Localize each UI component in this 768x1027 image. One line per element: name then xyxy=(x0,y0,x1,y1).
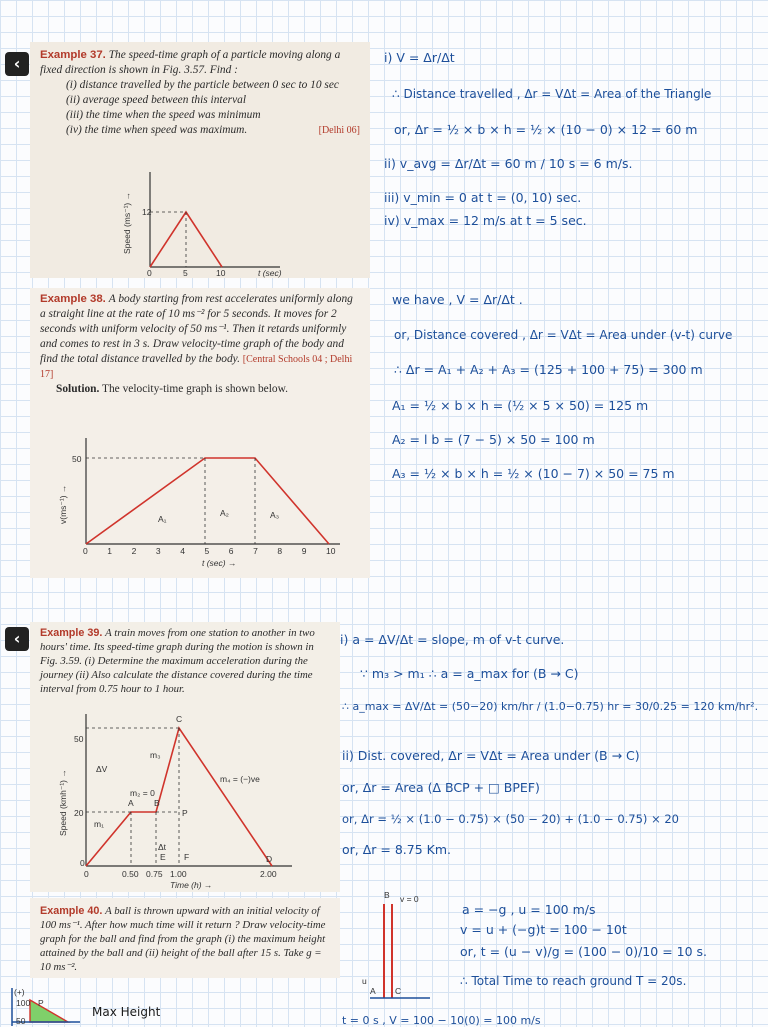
ex40-point-b: B xyxy=(384,890,390,900)
ex38-xtick: 0 xyxy=(83,546,88,556)
ex39-note-6: or, Δr = ½ × (1.0 − 0.75) × (50 − 20) + (1.0 − 0.75) × 20 xyxy=(342,812,679,826)
ex40-ymark2: 50 xyxy=(16,1016,26,1026)
example-38-panel xyxy=(30,288,370,578)
example-40-panel xyxy=(30,898,340,978)
ex38-note-1: we have , V = Δr/Δt . xyxy=(392,292,523,307)
ex38-xtick: 9 xyxy=(301,546,307,556)
ex38-xtick: 5 xyxy=(204,546,210,556)
ex37-item-2: (ii) average speed between this interval xyxy=(66,94,246,106)
ex40-top-v: v = 0 xyxy=(400,894,419,904)
ex38-source: [Central Schools 04 ; Delhi 17] xyxy=(40,354,353,380)
ex40-point-p: P xyxy=(38,998,44,1008)
ex39-xtick-050: 0.50 xyxy=(122,869,139,879)
example-40-question: A ball is thrown upward with an initial velocity of 100 ms⁻¹. After how much time will it return ? Draw velocity-time graph for the ball and find from the graph (i) the maximum height attained by the ball and (ii) height of the ball after 15 s. Take g = 10 ms⁻². xyxy=(40,905,326,973)
back-button-39[interactable]: ‹ xyxy=(5,627,29,651)
ex39-mark-dv: ΔV xyxy=(96,764,108,774)
ex39-mark-m3: m₃ xyxy=(150,750,161,760)
ex39-ylabel: Speed (kmh⁻¹) → xyxy=(58,769,68,836)
ex40-ball-diagram xyxy=(340,884,440,1014)
ex37-note-6: iv) v_max = 12 m/s at t = 5 sec. xyxy=(384,213,587,228)
ex37-note-4: ii) v_avg = Δr/Δt = 60 m / 10 s = 6 m/s. xyxy=(384,156,633,171)
ex38-xtick: 4 xyxy=(180,546,185,556)
ex37-item-3: (iii) the time when the speed was minimum xyxy=(66,109,261,121)
example-37-panel xyxy=(30,42,370,278)
ex38-note-2: or, Distance covered , Δr = VΔt = Area under (v-t) curve xyxy=(394,328,733,342)
example-39-panel xyxy=(30,622,340,892)
ex39-ytick-0: 0 xyxy=(80,858,85,868)
ex38-xtick: 3 xyxy=(155,546,161,556)
ex40-sketch xyxy=(0,986,200,1026)
ex39-ytick-20: 20 xyxy=(74,808,84,818)
example-39-title: Example 39. xyxy=(40,627,103,639)
ex38-area-2: A₂ xyxy=(220,508,229,518)
ex39-note-1: i) a = ΔV/Δt = slope, m of v-t curve. xyxy=(340,632,565,647)
example-38-question: A body starting from rest accelerates uniformly along a straight line at the rate of 10 ms⁻² for 5 seconds. It moves for 2 seconds with uniform velocity of 50 ms⁻¹. Then it retards uniformly and comes to rest in 3 s. Draw velocity-time graph of the body and find the total distance travelled by the body. xyxy=(40,293,353,365)
ex38-solution-text: The velocity-time graph is shown below. xyxy=(102,383,288,395)
ex39-xunit: Time (h) → xyxy=(170,880,213,890)
example-40-text xyxy=(40,904,330,974)
ex39-xtick-075: 0.75 xyxy=(146,869,163,879)
ex37-ylabel: Speed (ms⁻¹) → xyxy=(122,191,132,254)
ex38-note-5: A₂ = l b = (7 − 5) × 50 = 100 m xyxy=(392,432,595,447)
ex37-note-1: i) V = Δr/Δt xyxy=(384,50,455,65)
ex39-point-d: D xyxy=(266,854,273,864)
ex38-xtick: 7 xyxy=(253,546,258,556)
ex39-mark-m1: m₁ xyxy=(94,819,104,829)
ex40-note-3: or, t = (u − v)/g = (100 − 0)/10 = 10 s. xyxy=(460,944,708,959)
ex40-note-4: ∴ Total Time to reach ground T = 20s. xyxy=(460,974,687,988)
ex39-point-e: E xyxy=(160,852,166,862)
ex39-point-a: A xyxy=(128,798,134,808)
ex38-xtick: 10 xyxy=(326,546,336,556)
example-38-title: Example 38. xyxy=(40,293,106,305)
ex38-ymark: 50 xyxy=(72,454,82,464)
ex37-xunit: t (sec) xyxy=(258,268,282,278)
example-37-question: The speed-time graph of a particle moving along a fixed direction is shown in Fig. 3.57. Find : xyxy=(40,49,341,76)
ex38-graph xyxy=(30,288,370,578)
ex38-xtick: 8 xyxy=(277,546,283,556)
ex39-note-7: or, Δr = 8.75 Km. xyxy=(342,842,451,857)
ex37-note-5: iii) v_min = 0 at t = (0, 10) sec. xyxy=(384,190,582,205)
ex40-point-a: A xyxy=(370,986,376,996)
ex38-xtick: 1 xyxy=(107,546,113,556)
example-37-title: Example 37. xyxy=(40,49,106,61)
ex37-note-3: or, Δr = ½ × b × h = ½ × (10 − 0) × 12 = 60 m xyxy=(394,122,698,137)
ex37-xtick-0: 0 xyxy=(147,268,152,278)
ex37-ymark: 12 xyxy=(142,207,152,217)
ex40-axis-u: u xyxy=(362,976,367,986)
ex38-area-3: A₃ xyxy=(270,510,280,520)
ex40-note-1: a = −g , u = 100 m/s xyxy=(462,902,596,917)
ex37-note-2: ∴ Distance travelled , Δr = VΔt = Area of the Triangle xyxy=(392,87,712,101)
ex38-note-4: A₁ = ½ × b × h = (½ × 5 × 50) = 125 m xyxy=(392,398,649,413)
ex39-xtick-100: 1.00 xyxy=(170,869,187,879)
ex38-ylabel: v(ms⁻¹) → xyxy=(58,484,68,524)
ex39-ytick-50: 50 xyxy=(74,734,84,744)
ex40-label: Max Height xyxy=(92,1005,161,1019)
example-39-question: A train moves from one station to another in two hours' time. Its speed-time graph during the motion is shown in Fig. 3.59. (i) Determine the maximum acceleration during the journey (ii) Also calculate the distance covered during the time interval from 0.75 hour to 1 hour. xyxy=(40,627,315,695)
ex37-source: [Delhi 06] xyxy=(318,125,360,136)
ex39-note-4: ii) Dist. covered, Δr = VΔt = Area under (B → C) xyxy=(342,748,640,763)
ex37-xtick-5: 5 xyxy=(183,268,188,278)
ex37-graph xyxy=(30,42,370,278)
ex39-note-3: ∴ a_max = ΔV/Δt = (50−20) km/hr / (1.0−0.75) hr = 30/0.25 = 120 km/hr². xyxy=(342,700,759,713)
ex39-graph xyxy=(30,622,340,892)
ex39-xtick-0: 0 xyxy=(84,869,89,879)
ex40-ymark: 100 xyxy=(16,998,31,1008)
example-40-title: Example 40. xyxy=(40,905,103,917)
ex38-area-1: A₁ xyxy=(158,514,167,524)
ex37-item-1: (i) distance travelled by the particle between 0 sec to 10 sec xyxy=(66,79,339,91)
ex38-xtick: 6 xyxy=(228,546,234,556)
ex38-xunit: t (sec) → xyxy=(202,558,237,568)
ex40-note-5: t = 0 s , V = 100 − 10(0) = 100 m/s xyxy=(342,1014,541,1027)
ex39-mark-m2: m₂ = 0 xyxy=(130,788,155,798)
ex39-xtick-200: 2.00 xyxy=(260,869,277,879)
ex39-point-c: C xyxy=(176,714,183,724)
ex40-point-c: C xyxy=(395,986,402,996)
ex38-note-3: ∴ Δr = A₁ + A₂ + A₃ = (125 + 100 + 75) = 300 m xyxy=(394,362,703,377)
ex39-mark-dt: Δt xyxy=(158,842,167,852)
ex39-point-p: P xyxy=(182,808,188,818)
ex38-note-6: A₃ = ½ × b × h = ½ × (10 − 7) × 50 = 75 m xyxy=(392,466,675,481)
ex39-point-f: F xyxy=(184,852,190,862)
ex39-note-5: or, Δr = Area (Δ BCP + □ BPEF) xyxy=(342,780,540,795)
ex39-point-b: B xyxy=(154,798,160,808)
back-button-37[interactable]: ‹ xyxy=(5,52,29,76)
ex39-mark-m4: m₄ = (−)ve xyxy=(220,774,260,784)
ex40-sign: (+) xyxy=(14,987,25,997)
ex37-xtick-10: 10 xyxy=(216,268,226,278)
ex38-solution-label: Solution. xyxy=(56,383,100,395)
ex37-item-4: (iv) the time when speed was maximum. [Delhi 06] xyxy=(66,124,360,136)
ex38-xtick: 2 xyxy=(131,546,137,556)
ex40-note-2: v = u + (−g)t = 100 − 10t xyxy=(460,922,627,937)
ex39-note-2: ∵ m₃ > m₁ ∴ a = a_max for (B → C) xyxy=(360,666,579,681)
